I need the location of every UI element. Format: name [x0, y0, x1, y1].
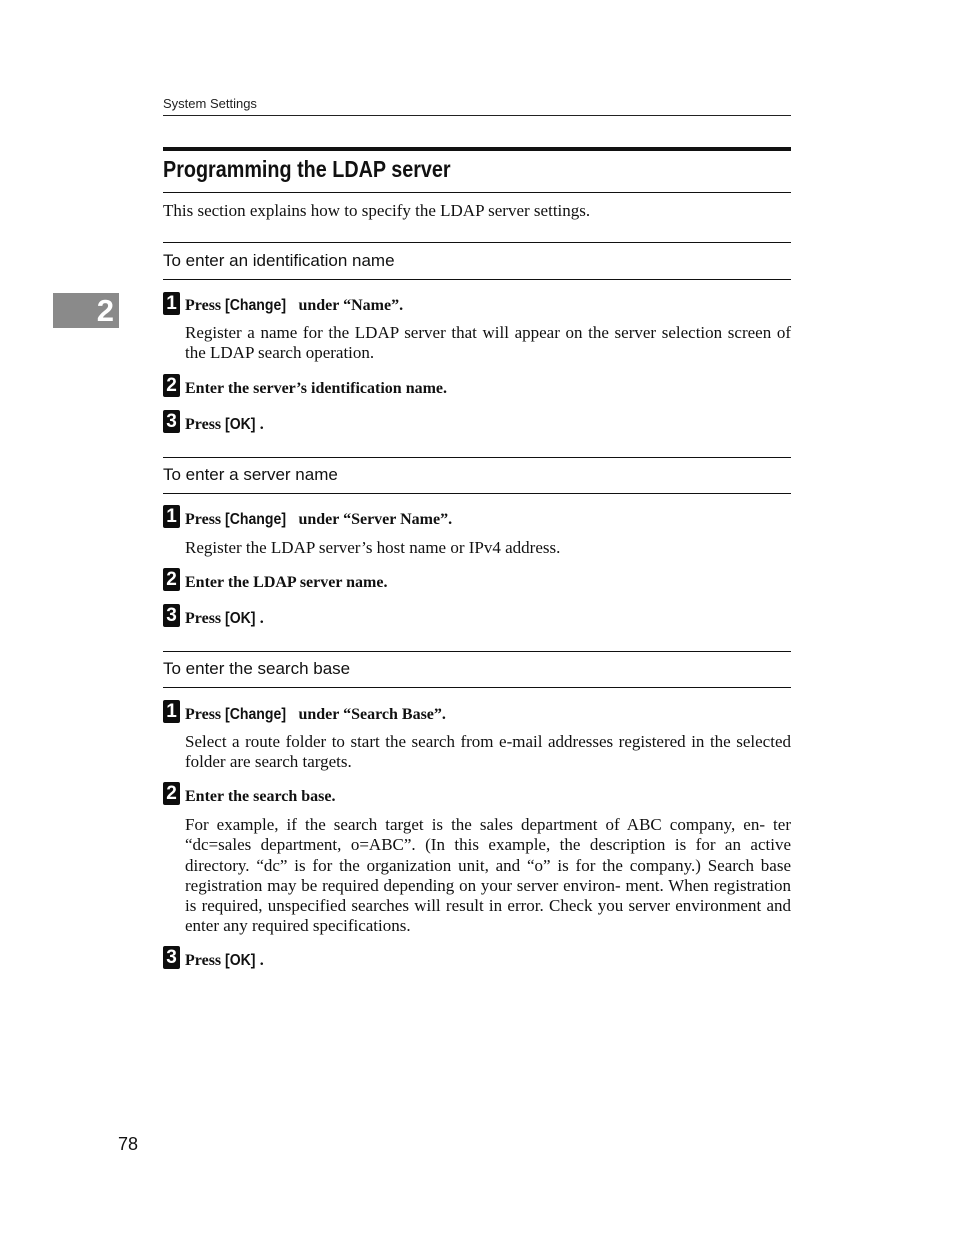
- key-label: [Change]: [225, 706, 287, 723]
- step-description: Register a name for the LDAP server that will appear on the server selection screen of the LDAP search operation.: [185, 323, 791, 363]
- section-rule-top: [163, 457, 791, 458]
- key-label: [Change]: [225, 297, 287, 314]
- step-instruction: [185, 297, 403, 315]
- key-label: [Change]: [225, 511, 287, 528]
- step-text-pre: Press: [185, 706, 226, 723]
- section-heading: To enter a server name: [163, 465, 338, 484]
- step-text-post: .: [259, 610, 264, 627]
- step-text-pre: Enter the LDAP server name.: [185, 574, 388, 591]
- step-instruction: [185, 952, 264, 970]
- key-label: [OK]: [225, 416, 256, 433]
- key-label: [OK]: [225, 610, 256, 627]
- key-label: [OK]: [225, 952, 256, 969]
- step-text-post: .: [259, 952, 264, 969]
- step-number-icon: 3: [163, 604, 180, 627]
- section-heading: To enter the search base: [163, 659, 351, 678]
- step-number-icon: 2: [163, 568, 180, 591]
- step-text-post: under “Search Base”.: [294, 706, 446, 723]
- step-number-icon: 3: [163, 946, 180, 969]
- section-heading: To enter an identification name: [163, 251, 395, 270]
- chapter-tab: [53, 293, 119, 328]
- step-number-icon: 2: [163, 782, 180, 805]
- step-text-pre: Press: [185, 610, 226, 627]
- step-text-post: under “Server Name”.: [294, 511, 453, 528]
- step-instruction: [185, 511, 452, 529]
- section-rule-bottom: [163, 493, 791, 494]
- step-description: For example, if the search target is the sales department of ABC company, en- ter “dc=sales department, o=ABC”. (In this example, the description is for an active directory. “dc” is for the organization unit, and “o” is for the company.) Search base registration may be required depending on your server environ- ment. When registration is required, unspecified searches will result in error. Check you server environment and enter any required specifications.: [185, 815, 791, 936]
- step-instruction: [185, 416, 264, 434]
- step-text-pre: Enter the server’s identification name.: [185, 380, 448, 397]
- step-instruction: [185, 574, 387, 592]
- intro-text: This section explains how to specify the LDAP server settings.: [163, 201, 591, 220]
- section-rule-top: [163, 651, 791, 652]
- step-text-post: under “Name”.: [294, 297, 404, 314]
- step-instruction: [185, 706, 446, 724]
- step-text-pre: Press: [185, 952, 226, 969]
- header-rule: [163, 115, 791, 116]
- title-rule-top: [163, 147, 791, 151]
- section-rule-bottom: [163, 687, 791, 688]
- page-number: 78: [118, 1134, 139, 1154]
- step-number-icon: 2: [163, 374, 180, 397]
- running-header-label: System Settings: [163, 96, 257, 111]
- step-text-post: .: [259, 416, 264, 433]
- step-instruction: [185, 380, 447, 398]
- step-number-icon: 3: [163, 410, 180, 433]
- step-instruction: [185, 788, 336, 806]
- step-text-pre: Press: [185, 511, 226, 528]
- step-text-pre: Enter the search base.: [185, 788, 336, 805]
- step-description: Register the LDAP server’s host name or IPv4 address.: [185, 538, 561, 557]
- chapter-number: 2: [96, 293, 114, 328]
- title-rule-bottom: [163, 192, 791, 193]
- step-number-icon: 1: [163, 292, 180, 315]
- step-number-icon: 1: [163, 700, 180, 723]
- page-title: Programming the LDAP server: [163, 156, 451, 182]
- section-rule-top: [163, 242, 791, 243]
- step-text-pre: Press: [185, 297, 226, 314]
- section-rule-bottom: [163, 279, 791, 280]
- step-number-icon: 1: [163, 505, 180, 528]
- step-text-pre: Press: [185, 416, 226, 433]
- step-instruction: [185, 610, 264, 628]
- step-description: Select a route folder to start the search from e-mail addresses registered in the selected folder are search targets.: [185, 732, 791, 772]
